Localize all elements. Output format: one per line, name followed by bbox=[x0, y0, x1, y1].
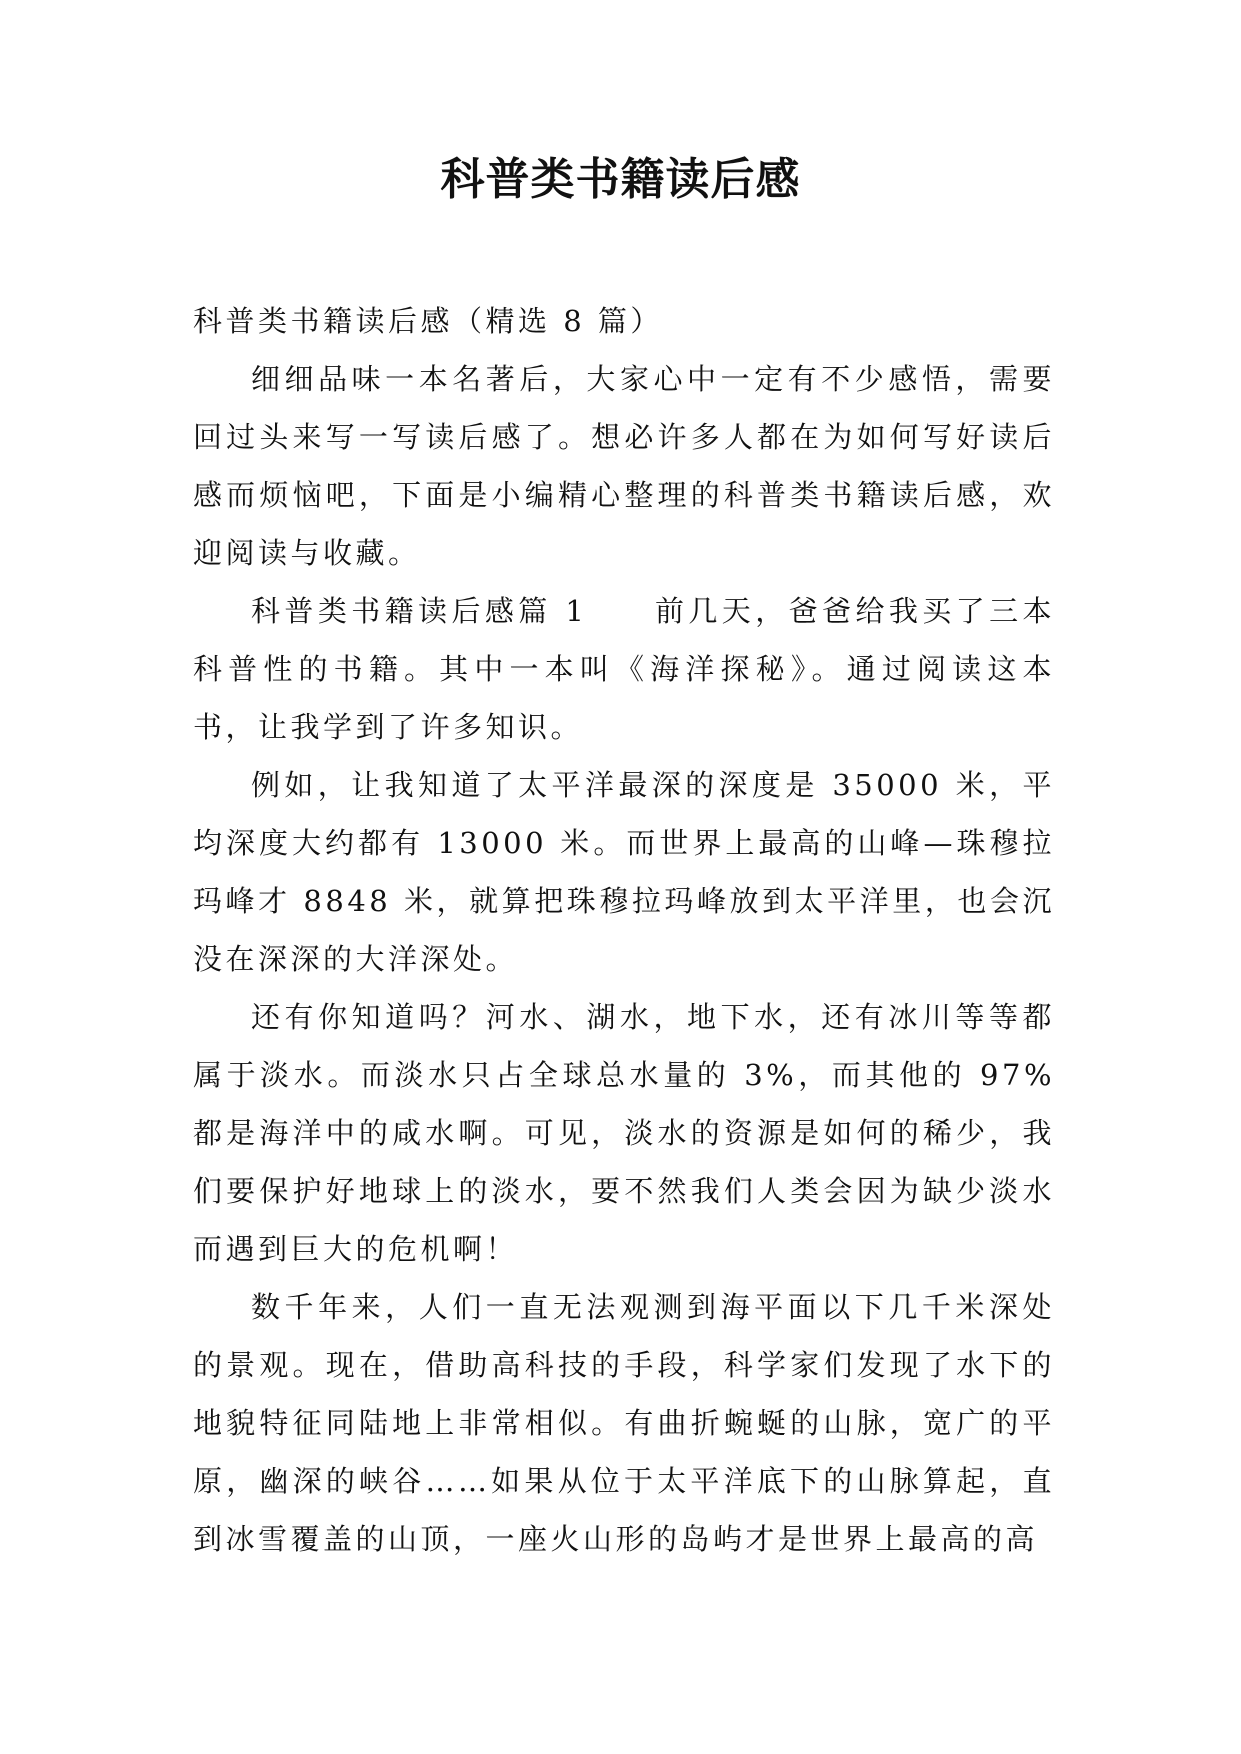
document-title: 科普类书籍读后感 bbox=[440, 154, 801, 205]
paragraph-fresh-water: 还有你知道吗？河水、湖水，地下水，还有冰川等等都属于淡水。而淡水只占全球总水量的 3%，而其他的 97%都是海洋中的咸水啊。可见，淡水的资源是如何的稀少，我们要保护好地球上的淡水，要不然我们人类会因为缺少淡水而遇到巨大的危机啊！ bbox=[193, 1000, 1055, 1266]
paragraph-seafloor: 数千年来，人们一直无法观测到海平面以下几千米深处的景观。现在，借助高科技的手段，科学家们发现了水下的地貌特征同陆地上非常相似。有曲折蜿蜒的山脉，宽广的平原，幽深的峡谷……如果从位于太平洋底下的山脉算起，直到冰雪覆盖的山顶，一座火山形的岛屿才是世界上最高的高 bbox=[193, 1290, 1055, 1556]
document-subtitle: 科普类书籍读后感（精选 8 篇） bbox=[193, 304, 663, 338]
paragraph-pacific-depth: 例如，让我知道了太平洋最深的深度是 35000 米，平均深度大约都有 13000 米。而世界上最高的山峰—珠穆拉玛峰才 8848 米，就算把珠穆拉玛峰放到太平洋里，也会沉没在深深的大洋深处。 bbox=[193, 768, 1055, 976]
paragraph-essay-1-opening: 科普类书籍读后感篇 1 前几天，爸爸给我买了三本科普性的书籍。其中一本叫《海洋探秘》。通过阅读这本书，让我学到了许多知识。 bbox=[193, 594, 1055, 744]
paragraph-intro: 细细品味一本名著后，大家心中一定有不少感悟，需要回过头来写一写读后感了。想必许多人都在为如何写好读后感而烦恼吧，下面是小编精心整理的科普类书籍读后感，欢迎阅读与收藏。 bbox=[193, 362, 1055, 570]
document-body bbox=[193, 292, 1055, 1568]
